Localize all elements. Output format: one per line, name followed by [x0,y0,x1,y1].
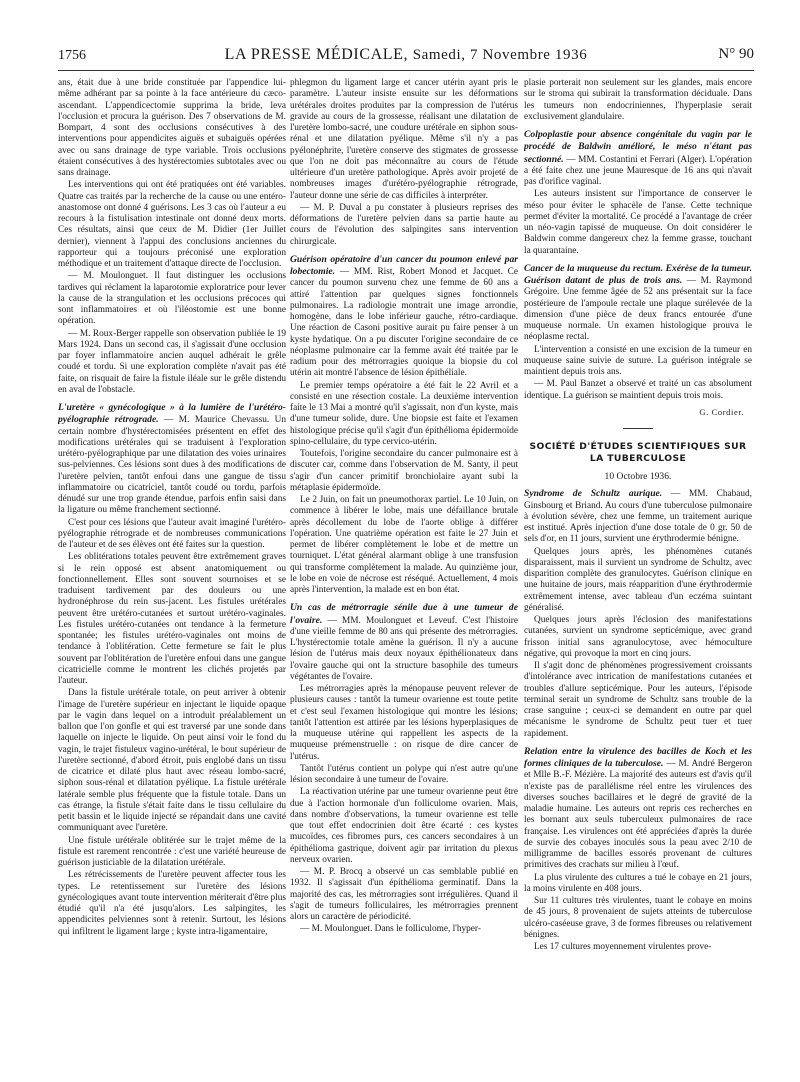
article-body: — MM. Chabaud, Ginsbourg et Briand. Au cours d'une tuberculose pulmonaire à évolution sévère, chez une femme, un traitement aurique est institué. Après injection d'une dose totale de 0 gr. 50 de sels d'or, en 11 jours, survient une érythrodermie bénigne. [524,489,752,545]
paragraph: plasie porterait non seulement sur les glandes, mais encore sur le stroma qui subirait la transformation déciduale. Dans les tumeurs non endocriniennes, l'hyperplasie serait exclusivement glandulaire. [524,78,752,122]
society-heading: SOCIÉTÉ D'ÉTUDES SCIENTIFIQUES SUR LA TUBERCULOSE [529,441,747,464]
article-entry [290,254,518,380]
article-entry [524,488,752,545]
section-divider [623,428,653,429]
article-heading: Relation entre la virulence des bacilles de Koch et les formes cliniques de la tuberculose. [524,745,752,769]
paragraph: Quelques jours après l'éclosion des manifestations cutanées, survient un syndrome septicémique, avec grand frisson initial sans agranulocytose, avec hémoculture négative, qui provoque la mort en cinq jours. [524,615,752,659]
paragraph: Le premier temps opératoire a été fait le 22 Avril et a consisté en une résection costale. La deuxième intervention faite le 13 Mai a montré qu'il s'agissait, non d'un kyste, mais d'une tumeur solide, dure. Une biopsie est faite et l'examen histologique précise qu'il s'agit d'un épithélioma épidermoïde spino-cellulaire, du type cervico-utérin. [290,380,518,447]
article-heading: Colpoplastie pour absence congénitale du vagin par le procédé de Baldwin amélioré, le méso n'étant pas sectionné. [524,129,752,165]
journal-title-line [58,46,754,64]
article-heading: Cancer de la muqueuse du rectum. Exérèse de la tumeur. Guérison datant de plus de trois ans. [524,262,752,286]
article-entry [58,402,286,517]
article-entry [524,263,752,344]
paragraph: Tantôt l'utérus contient un polype qui n'est autre qu'une lésion secondaire à une tumeur de l'ovaire. [290,763,518,785]
paragraph: Les rétrécissements de l'uretère peuvent affecter tous les types. Le retentissement sur l'uretère des lésions gynécologiques avant toute intervention mériterait d'être plus étudié qu'il n'a été jusqu'alors. Les salpingites, les appendicites pelviennes sont à retenir. Surtout, les lésions qui infiltrent le ligament large ; kyste intra-ligamentaire, [58,870,286,937]
article-heading: Syndrome de Schultz aurique. [524,488,663,500]
paragraph: Le 2 Juin, on fait un pneumothorax partiel. Le 10 Juin, on commence à libérer le lobe, mais une défaillance brutale après décollement du lobe de l'aorte oblige à différer l'opération. Une quatrième opération est faite le 27 Juin et permet de libérer complètement le lobe et de mettre un tourniquet. L'état général alarmant oblige à une transfusion qui transforme complètement la malade. Au quinzième jour, le lobe en voie de nécrose est réséqué. Actuellement, 4 mois après l'intervention, la malade est en bon état. [290,495,518,595]
article-entry [524,129,752,188]
paragraph: L'intervention a consisté en une excision de la tumeur en muqueuse saine suivie de suture. La guérison intégrale se maintient depuis trois ans. [524,344,752,377]
column-left [58,78,286,1068]
paragraph: phlegmon du ligament large et cancer utérin ayant pris le paramètre. L'auteur insiste ensuite sur les déformations urétérales droites produites par la compression de l'utérus gravide au cours de la grossesse, réalisant une dilatation de l'uretère lombo-sacré, une coudure urétérale en siphon sous-rénal et une dilatation pyélique. Même s'il n'y a pas pyélonéphrite, l'uretère conserve des stigmates de grossesse que l'on ne doit pas méconnaître au cours de l'étude ultérieure d'un uretère pathologique. Après avoir projeté de nombreuses images d'urétéro-pyélographie rétrograde, l'auteur donne une série de cas difficiles à interpréter. [290,78,518,201]
paragraph: Les interventions qui ont été pratiquées ont été variables. Quatre cas traités par la recherche de la cause ou une entéro-anastomose ont donné 4 guérisons. Les 3 cas où l'auteur a eu recours à la fistulisation intestinale ont donné deux morts. Ces résultats, ainsi que ceux de M. Didier (1er Juillet dernier), viennent à l'appui des conclusions anciennes du rapporteur qui a toujours préconisé une exploration méthodique et un traitement d'attaque directe de l'occlusion. [58,180,286,269]
article-body: — M. André Bergeron et Mlle B.-F. Mézière. La majorité des auteurs est d'avis qu'il n'existe pas de parallélisme réel entre les virulences des diverses souches bacillaires et le degré de gravité de la maladie humaine. Les auteurs ont repris ces recherches en les bornant aux seuls tuberculeux pulmonaires de race française. Les virulences ont été appréciées d'après la durée de survie des cobayes inoculés sous la peau avec 2/10 de milligramme de bacilles essorés provenant de cultures primitives des crachats sur milieu à l'œuf. [524,759,752,871]
paragraph: — M. Moulonguet. Dans le folliculome, l'hyper- [300,924,481,935]
article-heading: Un cas de métrorragie sénile due à une tumeur de l'ovaire. [290,602,518,626]
article-body: — MM. Rist, Robert Monod et Jacquet. Ce cancer du poumon survenu chez une femme de 60 ans a attiré l'attention par quelques signes fonctionnels pulmonaires. La radiologie montrait une image arrondie, homogène, dans le lobe inférieur gauche, rétro-cardiaque. Une réaction de Casoni positive aurait pu faire penser à un kyste hydatique. On a pu discuter l'origine secondaire de ce néoplasme pulmonaire car la femme avait été traitée par le radium pour des métrorragies quoique la biopsie du col utérin ait montré l'absence de lésion épithéliale. [290,267,518,379]
paragraph: Il s'agit donc de phénomènes progressivement croissants d'intolérance avec intrication de manifestations cutanées et troubles d'allure septicémique. Pour les auteurs, l'épisode terminal serait un syndrome de Schultz sans trouble de la crase sanguine ; ceux-ci se demandent en outre par quel mécanisme le syndrome de Schultz peut tuer et tuer rapidement. [524,661,752,739]
paragraph: Toutefois, l'origine secondaire du cancer pulmonaire est à discuter car, comme dans l'observation de M. Santy, il peut s'agir d'un cancer primitif bronchiolaire ayant subi la métaplasie épidermoïde. [290,449,518,493]
paragraph: Les auteurs insistent sur l'importance de conserver le méso pour éviter le sphacèle de l'anse. Cette technique permet d'éviter la mortalité. Ce procédé a l'avantage de créer un néo-vagin tapissé de muqueuse. On doit considérer le Baldwin comme dangereux chez la femme grasse, touchant la quarantaine. [524,189,752,256]
paragraph: — M. Moulonguet. Il faut distinguer les occlusions tardives qui réclament la laparotomie exploratrice pour lever la cause de la strangulation et les occlusions précoces qui sont inflammatoires et où l'iléostomie est une bonne opération. [58,271,286,327]
article-body: — M. Raymond Grégoire. Une femme âgée de 52 ans présentait sur la face postérieure de l'ampoule rectale une plaque surélevée de la dimension d'une pièce de deux francs entourée d'une muqueuse normale. Un examen histologique prouva le néoplasme rectal. [524,276,752,343]
paragraph: — M. Paul Banzet a observé et traité un cas absolument identique. La guérison se maintient depuis trois mois. [524,379,752,401]
paragraph: — M. P. Brocq a observé un cas semblable publié en 1932. Il s'agissait d'un épithélioma germinatif. Dans la majorité des cas, les métrorragies sont irrégulières. Quand il s'agit de tumeurs folliculaires, les métrorragies prennent alors un caractère de périodicité. [290,867,518,922]
article-body: — MM. Costantini et Ferrari (Alger). L'opération a été faite chez une jeune Mauresque de 16 ans qui n'avait pas d'orifice vaginal. [524,154,752,187]
issue-number: N° 90 [718,46,754,62]
article-heading: Guérison opératoire d'un cancer du poumon enlevé par lobectomie. [290,253,518,277]
page-header [58,46,754,68]
paragraph: Une fistule urétérale oblitérée sur le trajet même de la fistule est rarement rencontrée : c'est une variété heureuse de guérison justiciable de la dilatation urétérale. [58,835,286,868]
paragraph: — M. P. Duval a pu constater à plusieurs reprises des déformations de l'uretère pelvien dans sa partie haute au cours de l'évolution des salpingites sans intervention chirurgicale. [290,202,518,247]
paragraph: Les métrorragies après la ménopause peuvent relever de plusieurs causes : tantôt la tumeur ovarienne est toute petite et c'est seul l'examen histologique qui montre les lésions; tantôt l'attention est attirée par les lésions hyperplasiques de la muqueuse utérine qui rappellent les aspects de la muqueuse prémenstruelle : on risque de dire cancer de l'utérus. [290,684,518,762]
article-heading: L'uretère « gynécologique » à la lumière de l'urétéro-pyélographie rétrograde. [58,402,286,426]
issue-date: Samedi, 7 Novembre 1936 [412,47,588,63]
paragraph: La plus virulente des cultures a tué le cobaye en 21 jours, la moins virulente en 408 jours. [524,872,752,894]
column-right [524,78,752,1068]
header-rule [58,70,754,71]
article-entry [290,602,518,683]
paragraph: ans, était due à une bride constituée par l'appendice lui-même adhérant par sa pointe à la face antérieure du cæco-ascendant. L'appendicectomie supprima la bride, leva l'occlusion et procura la guérison. Des 7 observations de M. Bompart, 4 sont des occlusions consécutives à des interventions pour appendicites aiguës et subaiguës opérées avec ou sans drainage de type variable. Trois occlusions étaient consécutives à des hystérectomies subtotales avec ou sans drainage. [58,78,286,178]
column-middle [290,78,518,1068]
page-number: 1756 [58,48,86,63]
paragraph: Les oblitérations totales peuvent être extrêmement graves si le rein opposé est absent anatomiquement ou fonctionnellement. Elles sont souvent sournoises et se traduisent tardivement par des douleurs ou une hydronéphrose du rein sus-jacent. Les fistules urétérales peuvent être urétéro-cutanées et surtout urétéro-vaginales. Les fistules urétéro-cutanées ont tendance à la fermeture spontanée; les fistules urétéro-vaginales ont moins de tendance à l'oblitération. Cette fermeture se fait le plus souvent par l'oblitération de l'uretère enfoui dans une gangue cicatricielle comme le montrent les clichés projetés par l'auteur. [58,552,286,686]
article-entry [524,746,752,872]
paragraph: La réactivation utérine par une tumeur ovarienne peut être due à l'action hormonale d'un folliculome ovarien. Mais, dans nombre d'observations, la tumeur ovarienne est telle que tout effet endocrinien doit être écarté : ces kystes mucoïdes, ces fibromes purs, ces cancers secondaires à un épithélioma gastrique, doivent agir par irritation du plexus nerveux ovarien. [290,787,518,865]
paragraph: Quelques jours après, les phénomènes cutanés disparaissent, mais il survient un syndrome de Schultz, avec disparition complète des granulocytes. Guérison clinique en une huitaine de jours, mais réapparition d'une érythrodermie extrêmement intense, avec tableau d'un eczéma suintant généralisé. [524,546,752,613]
paragraph: C'est pour ces lésions que l'auteur avait imaginé l'urétéro-pyélographie rétrograde et de nombreuses communications de l'auteur et de ses élèves ont été faites sur la question. [58,517,286,550]
session-date: 10 Octobre 1936. [604,471,672,482]
paragraph: Dans la fistule urétérale totale, on peut arriver à obtenir l'image de l'uretère supérieur en injectant le liquide opaque par le vagin dans lequel on a introduit préalablement un ballon que l'on gonfle et qui est traversé par une sonde dans laquelle on injecte le liquide. On peut ainsi voir le fond du vagin, le trajet fistuleux vagino-urétéral, le bout supérieur de l'uretère sectionné, d'abord étroit, puis englobé dans un tissu de cicatrice et dilaté plus haut avec réseau lombo-sacré, siphon sous-rénal et dilatation pyélique. La fistule urétérale latérale semble plus fréquente que la fistule totale. Dans un cas étrange, la fistule s'était faite dans le tissu cellulaire du petit bassin et le liquide injecté se répandait dans une cavité communiquant avec l'uretère. [58,688,286,834]
author-signature: G. Cordier. [699,406,744,417]
paragraph: Sur 11 cultures très virulentes, tuant le cobaye en moins de 45 jours, 8 provenaient de sujets atteints de tuberculose ulcéro-caséeuse grave, 3 de formes fibreuses ou relativement bénignes. [524,896,752,940]
article-body: — MM. Moulonguet et Leveuf. C'est l'histoire d'une vieille femme de 80 ans qui présente des métrorragies. L'hystérectomie totale amène la guérison. Il n'y a aucune lésion de l'utérus mais deux noyaux épithélionateux dans l'ovaire gauche qui ont la structure basophile des tumeurs végétantes de l'ovaire. [290,615,518,682]
journal-name: LA PRESSE MÉDICALE, [224,46,409,63]
paragraph: — M. Roux-Berger rappelle son observation publiée le 19 Mars 1924. Dans un second cas, il s'agissait d'une occlusion par foyer inflammatoire ancien auquel adhérait le grêle coudé et tordu. Si une exploration complète n'avait pas été faite, on risquait de faire la fistule iléale sur le grêle distendu en aval de l'obstacle. [58,328,286,395]
article-body: — M. Maurice Chevassu. Un certain nombre d'hystérectomisées présentent en effet des modifications urétérales qui se traduisent à l'exploration urétéro-pyélographique par une dilatation des voies urinaires sus-pelviennes. Ces lésions sont dues à des modifications de l'uretère pelvien, tantôt enfoui dans une gangue de tissu inflammatoire ou cicatriciel, tantôt coudé ou tordu, parfois dénudé sur une trop grande étendue, parfois enfin saisi dans la ligature ou même franchement sectionné. [58,415,286,516]
paragraph: Les 17 cultures moyennement virulentes prove- [534,942,712,952]
